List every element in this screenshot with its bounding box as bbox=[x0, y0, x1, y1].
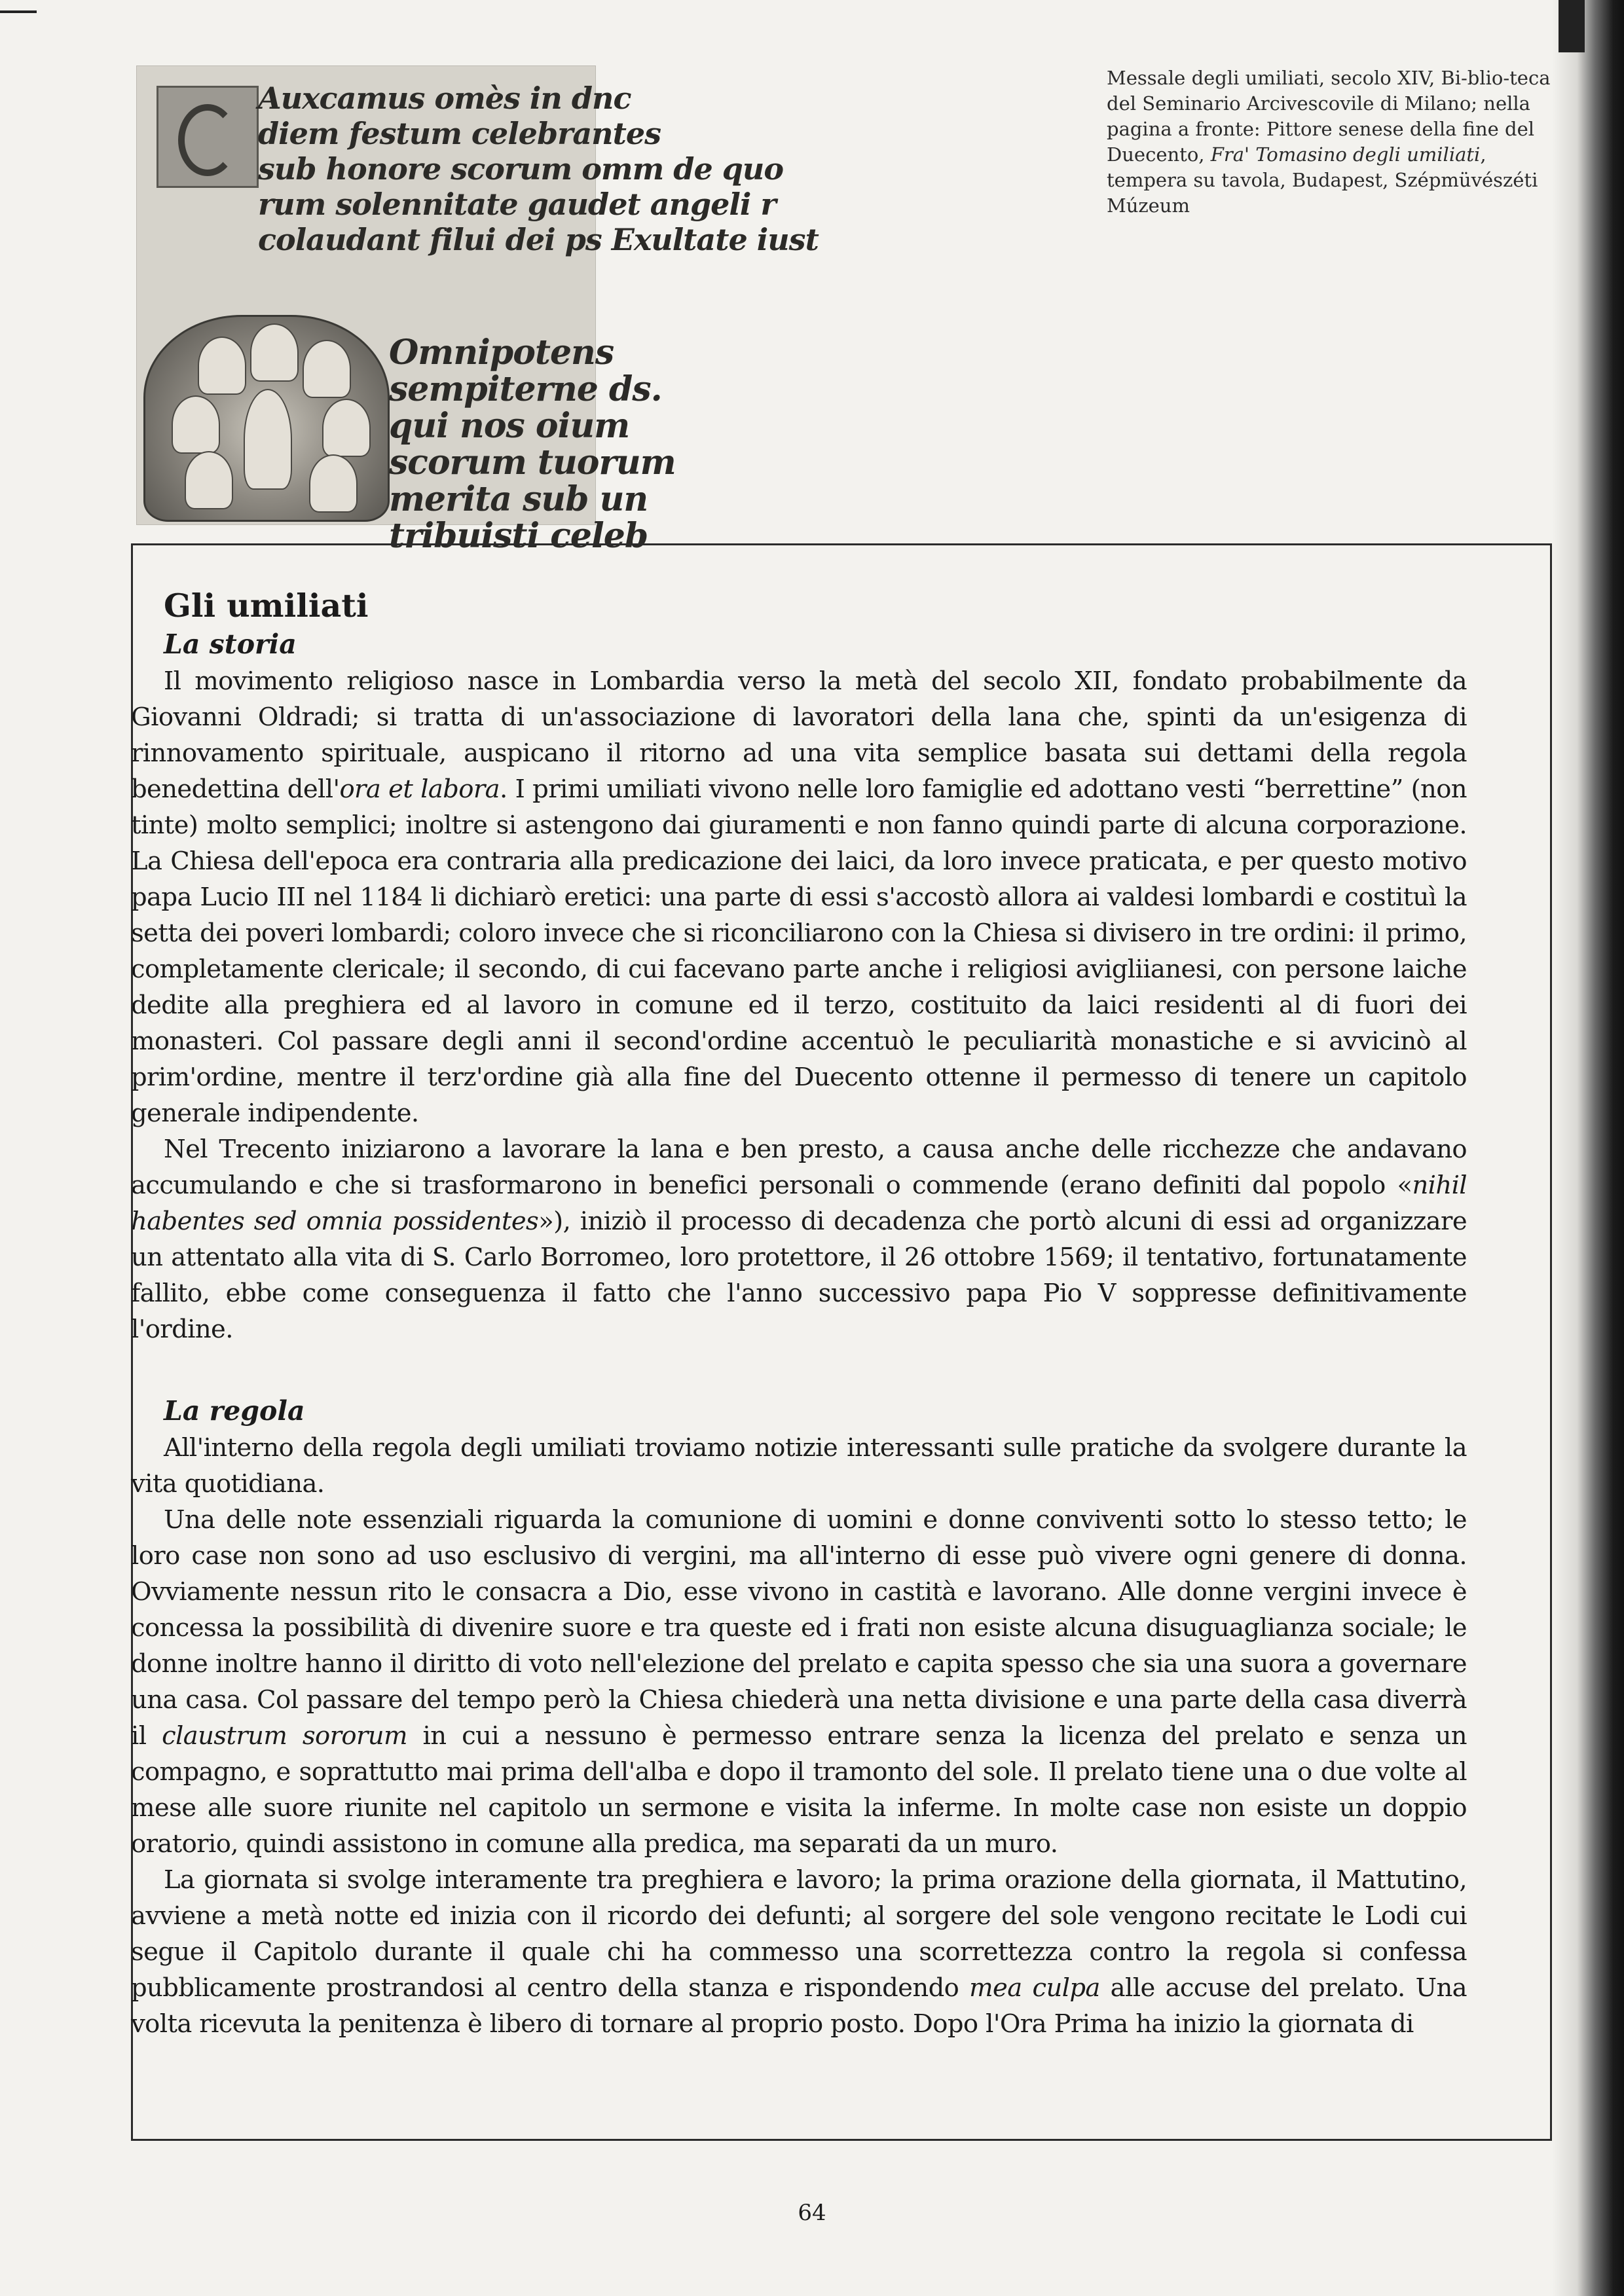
caption-italic-title: Fra' Tomasino degli umiliati bbox=[1210, 143, 1481, 166]
section-gap bbox=[131, 1347, 1467, 1392]
section-title: Gli umiliati bbox=[164, 587, 369, 625]
caption-text: Messale degli umiliati, secolo XIV, Bi-blio-teca del Seminario Arcivescovile di Milano; nella pagina a fronte: Pittore senese della fine del Duecento, bbox=[1107, 67, 1551, 166]
italic-run: ora et labora bbox=[339, 774, 500, 804]
manuscript-line: Omnipotens bbox=[389, 333, 614, 373]
saint-figure bbox=[198, 337, 246, 395]
paragraph bbox=[131, 1862, 1467, 2042]
italic-run: mea culpa bbox=[969, 1973, 1100, 2003]
spine-edge bbox=[1559, 0, 1585, 52]
paragraph bbox=[131, 1430, 1467, 1502]
paragraph bbox=[131, 663, 1467, 1131]
manuscript-line: colaudant filui dei ps Exultate iust bbox=[258, 222, 819, 257]
manuscript-line: rum solennitate gaudet angeli r bbox=[258, 187, 776, 222]
manuscript-line: merita sub un bbox=[389, 479, 648, 519]
text-run: La giornata si svolge interamente tra preghiera e lavoro; la prima orazione della giornata, il Mattutino, avviene a metà notte ed inizia con il ricordo dei defunti; al sorgere del sole vengono recitate le Lodi cui segue il Capitolo durante il quale chi ha commesso una scorrettezza contro la regola si confessa pubblicamente prostrandosi al centro della stanza e rispondendo bbox=[131, 1865, 1467, 2003]
text-run: All'interno della regola degli umiliati troviamo notizie interessanti sulle pratiche da svolgere durante la vita quotidiana. bbox=[131, 1433, 1467, 1499]
paragraph bbox=[131, 1131, 1467, 1347]
caption-text: , tempera su tavola, Budapest, Szépmüvészéti Múzeum bbox=[1107, 143, 1538, 217]
manuscript-text-lower bbox=[389, 333, 676, 556]
page-number: 64 bbox=[798, 2200, 826, 2226]
italic-run: claustrum sororum bbox=[162, 1721, 407, 1751]
manuscript-image bbox=[136, 65, 819, 556]
corner-mark bbox=[0, 10, 37, 13]
text-run: Nel Trecento iniziarono a lavorare la lana e ben presto, a causa anche delle ricchezze che andavano accumulando e che si trasformarono in benefici personali o commende (erano definiti dal popolo « bbox=[131, 1135, 1467, 1200]
subsection-title-regola: La regola bbox=[164, 1395, 305, 1427]
manuscript-line: sub honore scorum omm de quo bbox=[258, 151, 784, 187]
manuscript-line: qui nos oium bbox=[389, 406, 630, 446]
manuscript-text-upper bbox=[258, 81, 819, 257]
manuscript-line: diem festum celebrantes bbox=[258, 116, 661, 151]
text-run: alle accuse del prelato. Una volta ricevuta la penitenza è libero di tornare al proprio posto. Dopo l'Ora Prima ha inizio la giornata di bbox=[131, 1973, 1467, 2039]
book-spine-shadow bbox=[1552, 0, 1624, 2296]
central-saint-figure bbox=[244, 389, 292, 490]
saint-figure bbox=[309, 454, 358, 513]
article-body bbox=[131, 586, 1467, 2042]
italic-run: nihil habentes sed omnia possidentes bbox=[131, 1171, 1467, 1236]
text-run: »), iniziò il processo di decadenza che portò alcuni di essi ad organizzare un attentato alla vita di S. Carlo Borromeo, loro protettore, il 26 ottobre 1569; il tentativo, fortunatamente fallito, ebbe come conseguenza il fatto che l'anno successivo papa Pio V soppresse definitivamente l'ordine. bbox=[131, 1207, 1467, 1344]
image-caption bbox=[1107, 65, 1559, 219]
manuscript-line: scorum tuorum bbox=[389, 443, 676, 483]
manuscript-line: tribuisti celeb bbox=[389, 516, 648, 556]
text-run: Una delle note essenziali riguarda la comunione di uomini e donne conviventi sotto lo stesso tetto; le loro case non sono ad uso esclusivo di vergini, ma all'interno di esse può vivere ogni genere di donna. Ovviamente nessun rito le consacra a Dio, esse vivono in castità e lavorano. Alle donne vergini invece è concessa la possibilità di divenire suore e tra queste ed i frati non esiste alcuna disuguaglianza sociale; le donne inoltre hanno il diritto di voto nell'elezione del prelato e capita spesso che sia una suora a governare una casa. Col passare del tempo però la Chiesa chiederà una netta divisione e una parte della casa diverrà il bbox=[131, 1505, 1467, 1751]
saint-figure bbox=[172, 395, 220, 454]
saint-figure bbox=[250, 323, 299, 382]
text-run: . I primi umiliati vivono nelle loro famiglie ed adottano vesti “berrettine” (non tinte) molto semplici; inoltre si astengono dai giuramenti e non fanno quindi parte di alcuna corporazione. La Chiesa dell'epoca era contraria alla predicazione dei laici, da loro invece praticata, e per questo motivo papa Lucio III nel 1184 li dichiarò eretici: una parte di essi s'accostò allora ai valdesi lombardi e costituì la setta dei poveri lombardi; coloro invece che si riconciliarono con la Chiesa si divisero in tre ordini: il primo, completamente clericale; il secondo, di cui facevano parte anche i religiosi avigliianesi, con persone laiche dedite alla preghiera ed al lavoro in comune ed il terzo, costituito da laici residenti al di fuori dei monasteri. Col passare degli anni il second'ordine accentuò le peculiarità monastiche e si avvicinò al prim'ordine, mentre il terz'ordine già alla fine del Duecento ottenne il permesso di tenere un capitolo generale indipendente. bbox=[131, 774, 1467, 1128]
text-run: in cui a nessuno è permesso entrare senza la licenza del prelato e senza un compagno, e soprattutto mai prima dell'alba e dopo il tramonto del sole. Il prelato tiene una o due volte al mese alle suore riunite nel capitolo un sermone e visita la inferme. In molte case non esiste un doppio oratorio, quindi assistono in comune alla predica, ma separati da un muro. bbox=[131, 1721, 1467, 1859]
illuminated-initial bbox=[157, 86, 259, 188]
text-run: Il movimento religioso nasce in Lombardia verso la metà del secolo XII, fondato probabilmente da Giovanni Oldradi; si tratta di un'associazione di lavoratori della lana che, spinti da un'esigenza di rinnovamento spirituale, auspicano il ritorno ad una vita semplice basata sui dettami della regola benedettina dell' bbox=[131, 666, 1467, 804]
manuscript-line: Auxcamus omès in dnc bbox=[258, 81, 631, 116]
illuminated-miniature bbox=[143, 315, 390, 522]
paragraph bbox=[131, 1502, 1467, 1862]
saint-figure bbox=[322, 399, 371, 457]
saint-figure bbox=[185, 451, 233, 509]
saint-figure bbox=[303, 340, 351, 398]
manuscript-line: sempiterne ds. bbox=[389, 369, 662, 409]
subsection-title-storia: La storia bbox=[164, 629, 297, 660]
